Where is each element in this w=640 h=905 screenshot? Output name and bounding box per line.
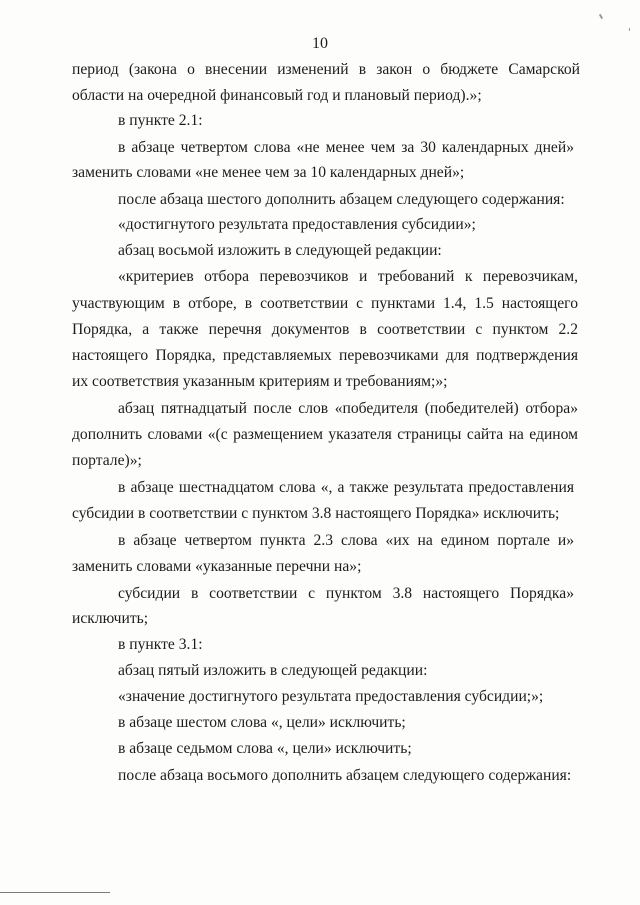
text-line: в абзаце четвертом слова «не менее чем за 30 календарных дней» xyxy=(118,139,574,156)
text-line: исключить; xyxy=(72,610,149,627)
text-line: «критериев отбора перевозчиков и требований к перевозчикам, xyxy=(118,268,578,285)
text-line: «достигнутого результата предоставления субсидии»; xyxy=(118,216,476,233)
scan-speck xyxy=(599,14,603,19)
text-line: в абзаце четвертом пункта 2.3 слова «их на едином портале и» xyxy=(118,532,574,549)
text-line: «значение достигнутого результата предоставления субсидии;»; xyxy=(118,688,544,705)
text-line: в абзаце седьмом слова «, цели» исключить; xyxy=(118,740,412,757)
text-line: дополнить словами «(с размещением указателя страницы сайта на едином xyxy=(72,426,578,443)
text-line: абзац пятый изложить в следующей редакции: xyxy=(118,662,428,679)
text-line: в абзаце шестом слова «, цели» исключить; xyxy=(118,714,406,731)
text-line: субсидии в соответствии с пунктом 3.8 настоящего Порядка» xyxy=(118,585,574,602)
text-line: портале)»; xyxy=(72,452,142,469)
text-line: в пункте 2.1: xyxy=(118,112,203,129)
text-line: после абзаца шестого дополнить абзацем следующего содержания: xyxy=(118,191,565,208)
text-line: в абзаце шестнадцатом слова «, а также результата предоставления xyxy=(118,479,574,496)
text-line: области на очередной финансовый год и плановый период).»; xyxy=(72,87,482,104)
text-line: заменить словами «указанные перечни на»; xyxy=(72,558,362,575)
text-line: участвующим в отборе, в соответствии с пунктами 1.4, 1.5 настоящего xyxy=(72,295,578,312)
text-line: заменить словами «не менее чем за 10 календарных дней»; xyxy=(72,164,465,181)
text-line: абзац пятнадцатый после слов «победителя (победителей) отбора» xyxy=(118,400,578,417)
scan-speck xyxy=(629,28,630,31)
text-line: настоящего Порядка, представляемых перевозчиками для подтверждения xyxy=(72,347,578,364)
scan-edge-line xyxy=(0,892,110,893)
text-line: в пункте 3.1: xyxy=(118,636,203,653)
text-line: субсидии в соответствии с пунктом 3.8 настоящего Порядка» исключить; xyxy=(72,505,560,522)
text-line: их соответствия указанным критериям и требованиям;»; xyxy=(72,373,448,390)
text-line: период (закона о внесении изменений в закон о бюджете Самарской xyxy=(72,61,580,78)
text-line: Порядка, а также перечня документов в соответствии с пунктом 2.2 xyxy=(72,321,578,338)
text-line: абзац восьмой изложить в следующей редакции: xyxy=(118,242,442,259)
text-line: после абзаца восьмого дополнить абзацем следующего содержания: xyxy=(118,767,572,784)
page-number: 10 xyxy=(312,35,328,52)
